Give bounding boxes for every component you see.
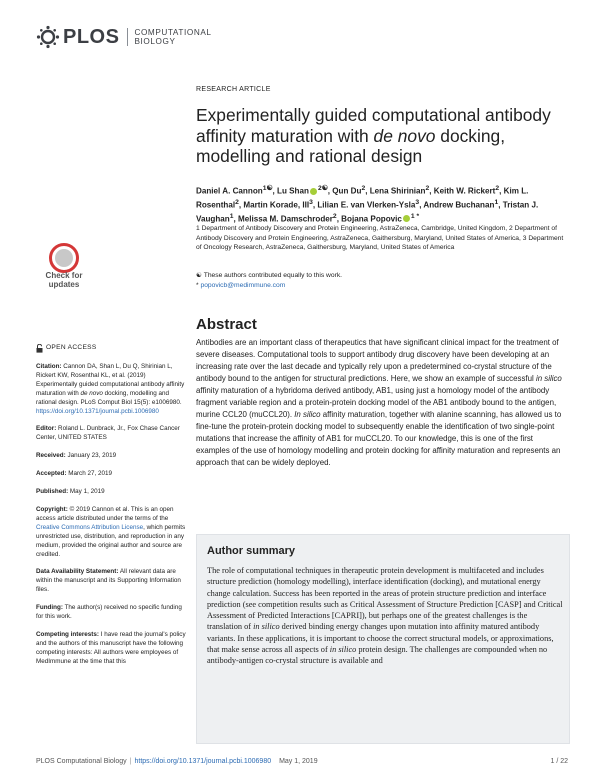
citation-text: docking, modelling and rational design. PLoS Comput Biol 15(5): e1006980. xyxy=(36,389,182,406)
competing-interests-block xyxy=(36,631,186,667)
copyright-block xyxy=(36,506,186,559)
author-summary-text xyxy=(207,565,563,667)
check-updates-line1: Check for xyxy=(45,271,83,280)
competing-interests-text: I have read the journal's policy and the authors of this manuscript have the following competing interests: All authors were employees of MedImmune at the time that this xyxy=(36,630,186,665)
open-access-badge xyxy=(36,344,186,353)
author-affil-sup: 2 xyxy=(332,212,337,220)
page-number: 1 / 22 xyxy=(550,758,568,765)
author-notes xyxy=(196,271,568,290)
data-availability-block xyxy=(36,568,186,595)
published-block xyxy=(36,488,186,497)
data-availability-text: All relevant data are within the manuscript and its Supporting Information files. xyxy=(36,568,181,594)
author-name[interactable]: , Melissa M. Damschroder xyxy=(233,214,333,224)
footer-date: May 1, 2019 xyxy=(279,758,318,765)
title-part1: Experimentally guided computational antibody affinity maturation with xyxy=(196,105,551,146)
abstract-run: affinity maturation of a hybridoma derived antibody, AB1, using just a homology model of the antibody fragment variable region and a protein-protein docking model of the AB1 antibody bound to the antigen, murine CCL20 (muCCL20). xyxy=(196,386,557,419)
citation-text: Cannon DA, Shan L, Du Q, Shirinian L, Rickert KW, Rosenthal KL, et al. (2019) Experimentally guided computational antibody affinity maturation with xyxy=(36,363,185,397)
journal-name-line1: COMPUTATIONAL xyxy=(134,28,212,37)
check-updates-icon xyxy=(49,243,79,273)
author-name[interactable]: , Qun Du xyxy=(327,186,362,196)
copyright-label: Copyright: xyxy=(36,505,68,513)
corresponding-email-link[interactable]: popovicb@medimmune.com xyxy=(200,281,286,289)
author-name[interactable]: , Lena Shirinian xyxy=(365,186,426,196)
abstract-text xyxy=(196,337,568,469)
citation-block xyxy=(36,363,186,416)
footer-citation xyxy=(36,758,318,765)
summary-run: The role of computational techniques in therapeutic protein development is multifaceted and includes structure prediction (homology modelling), interface identification (docking), and mutational energy change calculation. Success has been reported in the areas of protein structure prediction and interface prediction (see competition results such as Critical Assessment of Structure Prediction [CASP] and Critical Assessment of Predicted Interactions [CAPRI]), but perhaps one of the greatest challenges is the translation of xyxy=(207,566,563,632)
footer-separator xyxy=(274,758,276,765)
data-availability-label: Data Availability Statement: xyxy=(36,568,119,576)
author-name[interactable]: , Tristan J. Vaughan xyxy=(196,200,539,224)
author-name[interactable]: , Keith W. Rickert xyxy=(429,186,496,196)
author-affil-sup: 3 xyxy=(309,198,313,206)
orcid-icon[interactable] xyxy=(310,188,317,195)
author-affil-sup: 2☯ xyxy=(317,185,328,192)
abstract-italic: In silico xyxy=(294,410,321,419)
received-block xyxy=(36,452,186,461)
copyright-text: , which permits unrestricted use, distribution, and reproduction in any medium, provided the original author and source are credited. xyxy=(36,523,186,558)
article-title xyxy=(196,105,566,167)
corresponding-star: * xyxy=(196,281,201,289)
equal-contribution-note: ☯ These authors contributed equally to this work. xyxy=(196,272,343,279)
author-name[interactable]: , Bojana Popovic xyxy=(336,214,402,224)
author-affil-sup: 2 xyxy=(425,185,430,192)
funding-text: The author(s) received no specific funding for this work. xyxy=(36,604,182,621)
page-footer xyxy=(36,758,568,765)
abstract-run: affinity maturation, together with alanine scanning, has allowed us to fine-tune the protein-protein docking model to subsequently enable the identification of two single-point mutations that increase the affinity of AB1 for muCCL20. To our knowledge, this is one of the first examples of the use of homology modelling and protein docking for affinity maturation and represents an approach that can be widely deployed. xyxy=(196,410,562,467)
funding-block xyxy=(36,604,186,622)
article-type: RESEARCH ARTICLE xyxy=(196,86,271,93)
received-date: January 23, 2019 xyxy=(65,452,117,460)
summary-italic: in silico xyxy=(329,645,357,655)
citation-doi-link[interactable]: https://doi.org/10.1371/journal.pcbi.1006980 xyxy=(36,407,159,415)
journal-name xyxy=(127,28,211,46)
check-updates-line2: updates xyxy=(48,280,80,290)
author-affil-sup: 2 xyxy=(235,198,239,206)
journal-header xyxy=(36,22,212,52)
footer-doi-link[interactable]: https://doi.org/10.1371/journal.pcbi.1006980 xyxy=(134,758,272,765)
author-name[interactable]: , Lilian E. van Vlerken-Ysla xyxy=(312,200,416,210)
author-name[interactable]: , Kim L. Rosenthal xyxy=(196,186,529,210)
license-link[interactable]: Creative Commons Attribution License xyxy=(36,523,144,531)
corresponding-note xyxy=(196,281,568,291)
abstract-heading: Abstract xyxy=(196,316,257,333)
footer-separator: | xyxy=(129,758,132,765)
competing-interests-label: Competing interests: xyxy=(36,630,99,638)
author-affil-sup: 1 xyxy=(494,198,499,206)
summary-run: protein design. The challenges are compounded when no antibody-antigen co-crystal structure is available and xyxy=(207,645,548,666)
abstract-italic: in silico xyxy=(535,374,562,383)
accepted-date: March 27, 2019 xyxy=(66,470,112,478)
open-access-label: OPEN ACCESS xyxy=(46,344,97,352)
author-list xyxy=(196,183,568,225)
author-summary-box xyxy=(196,534,570,744)
copyright-text: © 2019 Cannon et al. This is an open access article distributed under the terms of the xyxy=(36,505,174,522)
received-label: Received: xyxy=(36,452,66,460)
author-name[interactable]: , Martin Korade, III xyxy=(238,200,310,210)
author-affil-sup: 1 * xyxy=(410,212,420,220)
author-name[interactable]: , Lu Shan xyxy=(272,186,309,196)
check-updates-label xyxy=(36,271,92,289)
author-affil-sup: 2 xyxy=(361,185,366,192)
journal-name-line2: BIOLOGY xyxy=(134,37,176,46)
published-date: May 1, 2019 xyxy=(68,488,105,496)
plos-logo-icon xyxy=(36,25,60,49)
summary-italic: in silico xyxy=(253,622,280,632)
funding-label: Funding: xyxy=(36,604,63,612)
footer-journal: PLOS Computational Biology xyxy=(36,758,127,765)
accepted-block xyxy=(36,470,186,479)
editor-block xyxy=(36,425,186,443)
open-lock-icon xyxy=(36,344,43,353)
author-affil-sup: 2 xyxy=(495,185,500,192)
citation-italic: de novo xyxy=(80,389,103,397)
article-sidebar xyxy=(36,344,186,676)
author-name[interactable]: , Andrew Buchanan xyxy=(419,200,495,210)
author-affil-sup: 1☯ xyxy=(262,185,273,192)
published-label: Published: xyxy=(36,488,69,496)
author-affil-sup: 1 xyxy=(229,212,234,220)
author-summary-heading: Author summary xyxy=(207,545,296,557)
check-for-updates-button[interactable] xyxy=(36,243,92,299)
title-italic: de novo xyxy=(373,125,436,146)
affiliations: 1 Department of Antibody Discovery and Protein Engineering, AstraZeneca, Cambridge, United Kingdom, 2 Department of Antibody Discovery and Protein Engineering, AstraZeneca, Gaithersburg, Maryland, United States of America, 3 Department of Oncology Research, AstraZeneca, Gaithersburg, Maryland, United States of America xyxy=(196,225,564,252)
abstract-run: Antibodies are an important class of therapeutics that have significant clinical impact for the treatment of severe diseases. Computational tools to support antibody drug discovery have been developing at an increasing rate over the last decade and typically rely upon a predetermined co-crystal structure of the antibody bound to the antigen for structural predictions. Here, we show an example of successful xyxy=(196,338,559,383)
author-affil-sup: 3 xyxy=(415,198,420,206)
brand-wordmark: PLOS xyxy=(63,25,120,48)
title-part2: docking, modelling and rational design xyxy=(196,125,506,166)
editor-label: Editor: xyxy=(36,425,57,433)
citation-label: Citation: xyxy=(36,363,62,370)
author-name[interactable]: Daniel A. Cannon xyxy=(196,186,263,196)
editor-text: Roland L. Dunbrack, Jr., Fox Chase Cancer Center, UNITED STATES xyxy=(36,425,180,442)
summary-run: derived binding energy changes upon mutation into affinity matured antibody variants. In these applications, it is important to choose the correct structural models, or approximations, that make sense across all aspects of xyxy=(207,622,554,655)
orcid-icon[interactable] xyxy=(403,215,410,222)
accepted-label: Accepted: xyxy=(36,470,67,478)
